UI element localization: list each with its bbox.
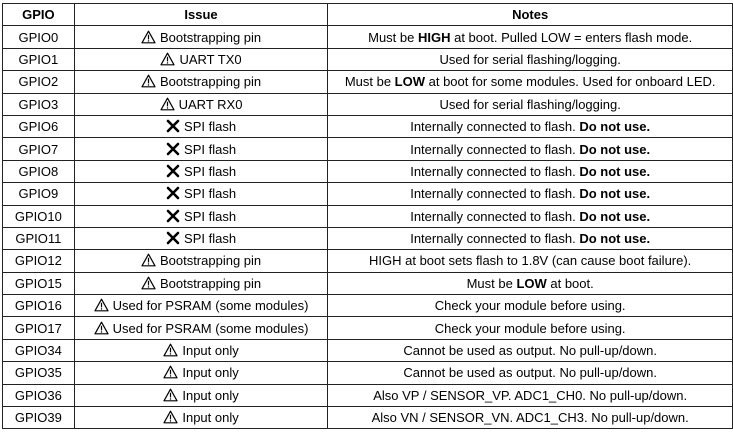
table-row (3, 26, 733, 48)
table-row (3, 160, 733, 182)
gpio-cell: GPIO34 (3, 339, 75, 361)
notes-emphasis: Do not use. (579, 231, 651, 247)
warning-icon (163, 343, 178, 357)
table-row (3, 339, 733, 361)
gpio-cell: GPIO6 (3, 115, 75, 137)
notes-text: at boot. (546, 275, 594, 291)
warning-icon (160, 97, 175, 111)
notes-emphasis: LOW (394, 74, 425, 90)
notes-cell (328, 138, 733, 160)
notes-text: Internally connected to flash. (410, 141, 580, 157)
notes-emphasis: Do not use. (579, 163, 651, 179)
issue-label: SPI flash (184, 208, 237, 224)
issue-label: Input only (182, 410, 239, 426)
warning-icon (94, 321, 109, 335)
notes-text: Check your module before using. (434, 320, 626, 336)
gpio-cell: GPIO17 (3, 317, 75, 339)
table-row (3, 407, 733, 429)
table-row (3, 183, 733, 205)
notes-text: Internally connected to flash. (410, 231, 580, 247)
issue-cell (74, 71, 328, 93)
issue-cell (74, 183, 328, 205)
issue-cell (74, 93, 328, 115)
notes-text: Also VN / SENSOR_VN. ADC1_CH3. No pull-up/down. (371, 410, 689, 426)
issue-label: SPI flash (184, 141, 237, 157)
table-row (3, 115, 733, 137)
warning-icon (163, 388, 178, 402)
notes-text: Used for serial flashing/logging. (439, 51, 621, 67)
table-row (3, 362, 733, 384)
notes-text: Cannot be used as output. No pull-up/down. (403, 365, 657, 381)
notes-cell (328, 48, 733, 70)
notes-text: Used for serial flashing/logging. (439, 96, 621, 112)
cross-icon (166, 209, 180, 223)
table-row (3, 227, 733, 249)
notes-cell (328, 26, 733, 48)
issue-cell (74, 339, 328, 361)
issue-label: SPI flash (184, 119, 237, 135)
table-row (3, 272, 733, 294)
notes-text: Also VP / SENSOR_VP. ADC1_CH0. No pull-up/down. (373, 387, 688, 403)
notes-text: Internally connected to flash. (410, 186, 580, 202)
warning-icon (94, 298, 109, 312)
gpio-cell: GPIO10 (3, 205, 75, 227)
gpio-cell: GPIO35 (3, 362, 75, 384)
issue-label: UART TX0 (179, 51, 242, 67)
header-issue: Issue (74, 4, 328, 26)
notes-cell (328, 183, 733, 205)
issue-label: UART RX0 (178, 96, 243, 112)
notes-cell (328, 407, 733, 429)
gpio-cell: GPIO2 (3, 71, 75, 93)
issue-label: SPI flash (184, 163, 237, 179)
issue-cell (74, 205, 328, 227)
gpio-cell: GPIO39 (3, 407, 75, 429)
notes-text: Must be (466, 275, 517, 291)
notes-cell (328, 317, 733, 339)
notes-cell (328, 205, 733, 227)
warning-icon (163, 410, 178, 424)
gpio-cell: GPIO15 (3, 272, 75, 294)
table-row (3, 205, 733, 227)
table-row (3, 138, 733, 160)
notes-text: HIGH at boot sets flash to 1.8V (can cause boot failure). (369, 253, 692, 269)
issue-label: Input only (182, 343, 239, 359)
notes-text: Internally connected to flash. (410, 208, 580, 224)
gpio-cell: GPIO12 (3, 250, 75, 272)
gpio-cell: GPIO3 (3, 93, 75, 115)
issue-label: Used for PSRAM (some modules) (112, 298, 309, 314)
issue-cell (74, 160, 328, 182)
issue-label: Bootstrapping pin (159, 29, 262, 45)
notes-emphasis: Do not use. (579, 119, 651, 135)
table-row (3, 71, 733, 93)
issue-cell (74, 272, 328, 294)
notes-text: at boot for some modules. Used for onboard LED. (425, 74, 716, 90)
table-row (3, 317, 733, 339)
table-body (3, 26, 733, 429)
gpio-cell: GPIO8 (3, 160, 75, 182)
notes-text: Check your module before using. (434, 298, 626, 314)
issue-label: Input only (182, 387, 239, 403)
warning-icon (141, 74, 156, 88)
notes-emphasis: Do not use. (579, 208, 651, 224)
notes-cell (328, 250, 733, 272)
notes-cell (328, 160, 733, 182)
notes-cell (328, 362, 733, 384)
notes-cell (328, 115, 733, 137)
header-gpio: GPIO (3, 4, 75, 26)
gpio-table-container (2, 3, 733, 429)
issue-label: Bootstrapping pin (159, 74, 262, 90)
issue-label: Bootstrapping pin (159, 275, 262, 291)
table-header-row (3, 4, 733, 26)
issue-label: Used for PSRAM (some modules) (112, 320, 309, 336)
warning-icon (141, 276, 156, 290)
header-notes: Notes (328, 4, 733, 26)
notes-emphasis: HIGH (417, 29, 451, 45)
gpio-cell: GPIO36 (3, 384, 75, 406)
cross-icon (166, 164, 180, 178)
notes-emphasis: Do not use. (579, 186, 651, 202)
warning-icon (160, 52, 175, 66)
issue-label: SPI flash (184, 186, 237, 202)
notes-cell (328, 295, 733, 317)
issue-cell (74, 250, 328, 272)
gpio-cell: GPIO0 (3, 26, 75, 48)
gpio-cell: GPIO7 (3, 138, 75, 160)
notes-text: Internally connected to flash. (410, 119, 580, 135)
notes-emphasis: Do not use. (579, 141, 651, 157)
warning-icon (163, 365, 178, 379)
cross-icon (166, 231, 180, 245)
issue-cell (74, 362, 328, 384)
issue-cell (74, 317, 328, 339)
notes-cell (328, 227, 733, 249)
notes-cell (328, 71, 733, 93)
notes-cell (328, 272, 733, 294)
notes-text: at boot. Pulled LOW = enters flash mode. (450, 29, 693, 45)
notes-cell (328, 339, 733, 361)
issue-cell (74, 48, 328, 70)
table-row (3, 250, 733, 272)
issue-cell (74, 407, 328, 429)
issue-cell (74, 384, 328, 406)
issue-label: Bootstrapping pin (159, 253, 262, 269)
notes-text: Must be (368, 29, 418, 45)
cross-icon (166, 119, 180, 133)
table-row (3, 384, 733, 406)
table-row (3, 48, 733, 70)
issue-cell (74, 26, 328, 48)
table-row (3, 93, 733, 115)
cross-icon (166, 142, 180, 156)
warning-icon (141, 253, 156, 267)
gpio-cell: GPIO1 (3, 48, 75, 70)
cross-icon (166, 186, 180, 200)
issue-label: Input only (182, 365, 239, 381)
notes-cell (328, 93, 733, 115)
table-row (3, 295, 733, 317)
issue-cell (74, 227, 328, 249)
issue-cell (74, 295, 328, 317)
gpio-cell: GPIO16 (3, 295, 75, 317)
notes-text: Cannot be used as output. No pull-up/down. (403, 343, 657, 359)
notes-emphasis: LOW (516, 275, 547, 291)
warning-icon (141, 30, 156, 44)
issue-cell (74, 138, 328, 160)
gpio-issues-table (2, 3, 733, 429)
notes-text: Must be (344, 74, 395, 90)
issue-cell (74, 115, 328, 137)
gpio-cell: GPIO9 (3, 183, 75, 205)
notes-text: Internally connected to flash. (410, 163, 580, 179)
issue-label: SPI flash (184, 231, 237, 247)
gpio-cell: GPIO11 (3, 227, 75, 249)
notes-cell (328, 384, 733, 406)
